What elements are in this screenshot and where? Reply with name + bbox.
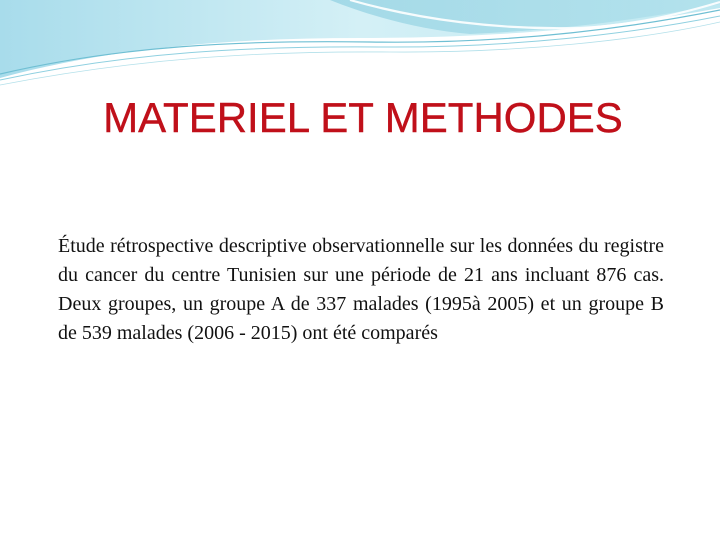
slide-body-text: Étude rétrospective descriptive observationnelle sur les données du registre du cancer du centre Tunisien sur une période de 21 ans incluant 876 cas. Deux groupes, un groupe A de 337 malades (1995à 2005) et un groupe B de 539 malades (2006 - 2015) ont été comparés: [58, 235, 664, 344]
header-wave-decoration: [0, 0, 720, 90]
slide-title: MATERIEL ET METHODES: [103, 94, 623, 141]
